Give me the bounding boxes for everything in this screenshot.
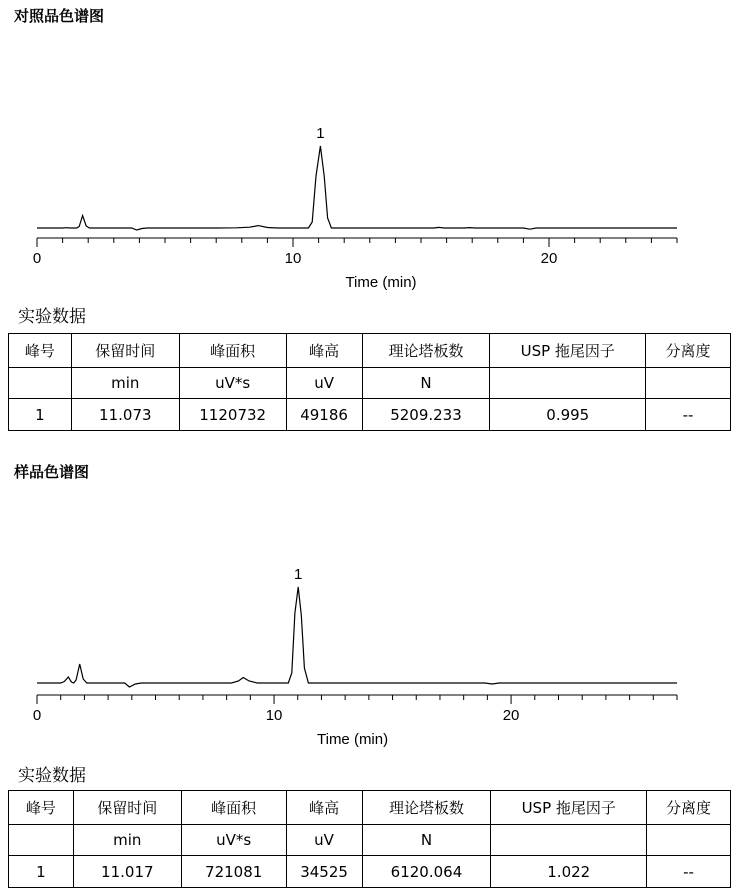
cell-resolution: -- [646, 399, 731, 431]
cell-tailing-factor: 0.995 [490, 399, 646, 431]
table-row [9, 399, 731, 431]
x-tick-label: 20 [502, 707, 520, 724]
sample-chromatogram-title: 样品色谱图 [14, 463, 90, 481]
header-peak-height: 峰高 [286, 791, 362, 825]
x-tick-label: 10 [284, 250, 302, 267]
cell-peak-no: 1 [9, 399, 72, 431]
sample-x-axis [33, 695, 677, 724]
unit-peak-no [9, 825, 74, 856]
sample-chromatogram [0, 460, 735, 760]
cell-peak-area: 1120732 [179, 399, 286, 431]
cell-peak-height: 49186 [286, 399, 362, 431]
unit-peak-area: uV*s [179, 368, 286, 399]
x-tick-label: 0 [32, 250, 42, 267]
unit-peak-height: uV [286, 368, 362, 399]
header-peak-no: 峰号 [9, 334, 72, 368]
cell-tailing-factor: 1.022 [491, 856, 647, 888]
unit-resolution [646, 368, 731, 399]
x-tick-label: 0 [32, 707, 42, 724]
header-peak-area: 峰面积 [179, 334, 286, 368]
reference-results-table [8, 333, 731, 431]
x-tick-label: 20 [540, 250, 558, 267]
table-header-row [9, 334, 731, 368]
reference-chromatogram [0, 0, 735, 300]
unit-peak-area: uV*s [181, 825, 286, 856]
cell-plates: 5209.233 [362, 399, 490, 431]
reference-peak-label: 1 [316, 125, 325, 142]
header-tailing-factor: USP 拖尾因子 [491, 791, 647, 825]
cell-peak-height: 34525 [286, 856, 362, 888]
header-resolution: 分离度 [646, 334, 731, 368]
reference-chromatogram-title: 对照品色谱图 [14, 7, 105, 25]
header-resolution: 分离度 [647, 791, 731, 825]
cell-peak-area: 721081 [181, 856, 286, 888]
table-unit-row [9, 368, 731, 399]
sample-peak-label: 1 [294, 566, 303, 583]
table-row [9, 856, 731, 888]
cell-peak-no: 1 [9, 856, 74, 888]
header-peak-no: 峰号 [9, 791, 74, 825]
x-tick-label: 10 [265, 707, 283, 724]
header-retention-time: 保留时间 [71, 334, 179, 368]
header-retention-time: 保留时间 [73, 791, 181, 825]
unit-peak-height: uV [286, 825, 362, 856]
header-plates: 理论塔板数 [362, 334, 490, 368]
sample-results-table [8, 790, 731, 888]
cell-retention-time: 11.017 [73, 856, 181, 888]
header-plates: 理论塔板数 [362, 791, 491, 825]
unit-plates: N [362, 825, 491, 856]
reference-data-title: 实验数据 [18, 307, 86, 327]
cell-plates: 6120.064 [362, 856, 491, 888]
unit-retention-time: min [71, 368, 179, 399]
unit-tailing-factor [490, 368, 646, 399]
reference-x-axis-label: Time (min) [345, 274, 417, 291]
sample-data-title: 实验数据 [18, 766, 86, 786]
table-header-row [9, 791, 731, 825]
cell-retention-time: 11.073 [71, 399, 179, 431]
unit-plates: N [362, 368, 490, 399]
unit-resolution [647, 825, 731, 856]
table-unit-row [9, 825, 731, 856]
unit-retention-time: min [73, 825, 181, 856]
unit-tailing-factor [491, 825, 647, 856]
header-peak-height: 峰高 [286, 334, 362, 368]
cell-resolution: -- [647, 856, 731, 888]
header-tailing-factor: USP 拖尾因子 [490, 334, 646, 368]
sample-chromatogram-trace [37, 587, 677, 687]
sample-x-axis-label: Time (min) [317, 731, 389, 748]
unit-peak-no [9, 368, 72, 399]
header-peak-area: 峰面积 [181, 791, 286, 825]
reference-x-axis [33, 238, 677, 267]
reference-chromatogram-trace [37, 146, 677, 230]
